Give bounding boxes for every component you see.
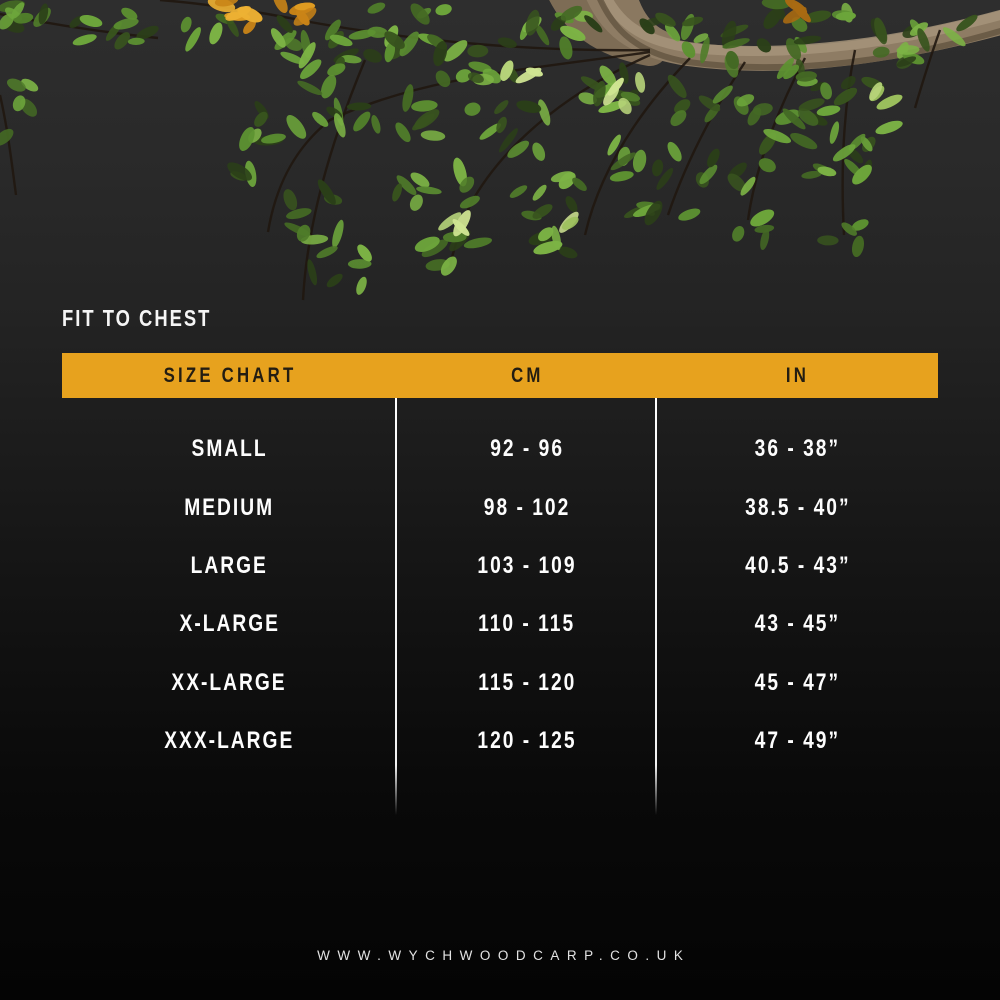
in-value: 45 - 47”: [754, 668, 841, 696]
cm-value: 110 - 115: [478, 610, 576, 638]
table-row: [62, 420, 938, 478]
in-value: 40.5 - 43”: [744, 551, 851, 579]
website-url: WWW.WYCHWOODCARP.CO.UK: [317, 948, 691, 963]
size-label: XX-LARGE: [171, 668, 288, 696]
table-row: [62, 712, 938, 770]
size-label: SMALL: [191, 435, 268, 463]
in-value: 36 - 38”: [754, 435, 841, 463]
cm-value: 103 - 109: [477, 551, 577, 579]
table-row: [62, 537, 938, 595]
size-label: XXX-LARGE: [164, 727, 295, 755]
table-header-bar: [62, 353, 938, 398]
in-value: 47 - 49”: [754, 727, 841, 755]
header-cm: CM: [510, 363, 544, 387]
header-in: IN: [785, 363, 810, 387]
tree-branch-illustration: [0, 0, 1000, 320]
size-label: MEDIUM: [184, 493, 275, 521]
in-value: 43 - 45”: [754, 610, 841, 638]
table-body: [62, 398, 938, 815]
cm-value: 115 - 120: [477, 668, 577, 696]
table-row: [62, 595, 938, 653]
table-row: [62, 478, 938, 536]
size-label: LARGE: [190, 551, 269, 579]
size-label: X-LARGE: [179, 610, 280, 638]
cm-value: 98 - 102: [483, 493, 571, 521]
page-title-text: FIT TO CHEST: [62, 305, 212, 331]
cm-value: 92 - 96: [490, 435, 564, 463]
header-size-chart: SIZE CHART: [163, 363, 296, 387]
in-value: 38.5 - 40”: [744, 493, 851, 521]
page-title: [62, 305, 249, 332]
cm-value: 120 - 125: [477, 727, 577, 755]
table-row: [62, 654, 938, 712]
